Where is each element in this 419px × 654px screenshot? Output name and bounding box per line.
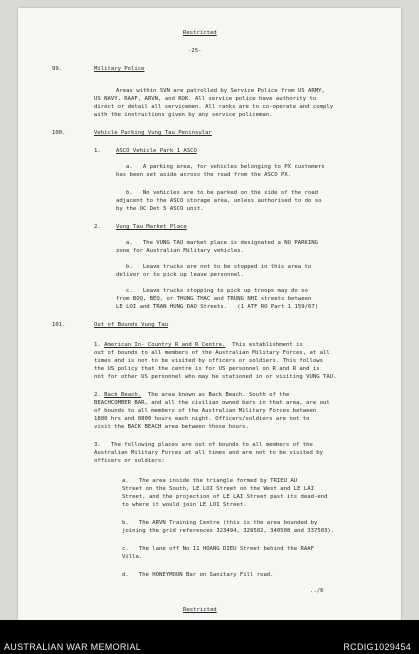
para-line: c. Leave trucks stopping to pick up troops may do so: [126, 288, 308, 294]
para-line: joining the grid references 323494, 328502, 340508 and 337503).: [122, 528, 335, 534]
para-line: the US policy that the centre is for US personnel on R and R and is: [94, 366, 320, 372]
classification-footer: Restricted: [183, 607, 217, 613]
section-101-title: Out of Bounds Vung Tau: [94, 322, 169, 328]
para-line: adjacent to the ASCO storage area, unless authorised to do so: [116, 198, 322, 204]
para-1-rest: This establishment is: [225, 342, 303, 348]
para-line: Street, and the projection of LE LAI Street past its dead-end: [122, 494, 328, 500]
section-100-2-title: Vung Tau Market Place: [116, 224, 187, 230]
para-line: c. The lane off No 11 HOANG DIEU Street behind the RAAF: [122, 546, 314, 552]
para-line: b. The ARVN Training Centre (this is the area bounded by: [122, 520, 318, 526]
archive-name: AUSTRALIAN WAR MEMORIAL: [4, 642, 142, 652]
para-2-first-line: [94, 392, 289, 400]
para-line: by the OC Det 5 ASCO unit.: [116, 206, 204, 212]
para-line: a. A parking area, for vehicles belonging to PX customers: [126, 164, 325, 170]
para-line: to where it would join LE LOI Street.: [122, 502, 247, 508]
para-line: visit the BACK BEACH area between those hours.: [94, 424, 249, 430]
para-line: d. The HONEYMOON Bar on Sanitary Fill road.: [122, 572, 274, 578]
section-100-1-title: ASCO Vehicle Park 1 ASCO: [116, 148, 197, 154]
continuation-mark: ../6: [310, 588, 324, 594]
section-99-title: Military Police: [94, 66, 145, 72]
archive-reference: RCDIG1029454: [343, 642, 411, 652]
section-99-line: Areas within SVN are patrolled by Service Police from US ARMY,: [116, 88, 325, 94]
section-100-number: 100.: [52, 130, 66, 136]
para-line: 3. The following places are out of bounds to all members of the: [94, 442, 313, 448]
archive-footer-bar: [0, 620, 419, 654]
section-99-number: 99.: [52, 66, 63, 72]
para-1-number: 1.: [94, 342, 101, 348]
section-99-line: direct or detail all servicemen. All ranks are to co-operate and comply: [94, 104, 334, 110]
para-1-first-line: [94, 342, 303, 350]
para-line: out of bounds to all members of the Australian Military Forces, at all: [94, 350, 330, 356]
page-number: -25-: [188, 48, 202, 54]
para-2-title: Back Beach.: [104, 392, 142, 398]
section-100-2-number: 2.: [94, 224, 101, 230]
para-line: Australian Military Forces at all times and are not to be visited by: [94, 450, 324, 456]
document-page: [18, 8, 401, 620]
para-line: times and is not to be visited by officers or soldiers. This follows: [94, 358, 324, 364]
para-line: b. Leave trucks are not to be stopped in this area to: [126, 264, 312, 270]
para-line: 1800 hrs and 0800 hours each night. Officers/soldiers are not to: [94, 416, 310, 422]
section-100-title: Vehicle Parking Vung Tau Peninsular: [94, 130, 212, 136]
para-line: zone for Australian Military vehicles.: [116, 248, 244, 254]
para-line: BEACHCOMBER BAR, and all the civilian owned bars in that area, are out: [94, 400, 330, 406]
para-line: Street on the South, LE LOI Street on the West and LE LAI: [122, 486, 314, 492]
para-2-number: 2.: [94, 392, 101, 398]
para-line: Villa.: [122, 554, 143, 560]
para-line: not for other US personnel who may be stationed in or visiting VUNG TAU.: [94, 374, 337, 380]
para-line: b. No vehicles are to be parked on the side of the road: [126, 190, 318, 196]
para-line: has been set aside across the road from the ASCO PX.: [116, 172, 292, 178]
section-101-number: 101.: [52, 322, 66, 328]
section-99-line: with the instructions given by any service policeman.: [94, 112, 273, 118]
section-99-line: US NAVY, RAAF, ARVN, and ROK. All service police have authority to: [94, 96, 317, 102]
para-line: a. The area inside the triangle formed by TRIEU AU: [122, 478, 298, 484]
classification-header: Restricted: [183, 30, 217, 36]
para-line: from BOQ, BEQ, or THUNG THAC and TRUNG NHI streets between: [116, 296, 312, 302]
para-1-title: American In- Country R and R Centre.: [104, 342, 226, 348]
para-2-rest: The area known as Back Beach. South of the: [141, 392, 290, 398]
para-line: a. The VUNG TAU market place is designated a NO PARKING: [126, 240, 318, 246]
para-line: of bounds to all members of the Australian Military Forces between: [94, 408, 317, 414]
para-line: LE LOI and TRAN HUNG DAO Streets. (1 ATF RO Part 1 159/67): [116, 304, 319, 310]
section-100-1-number: 1.: [94, 148, 101, 154]
para-line: officers or soldiers:: [94, 458, 165, 464]
para-line: deliver or to pick up leave personnel.: [116, 272, 244, 278]
